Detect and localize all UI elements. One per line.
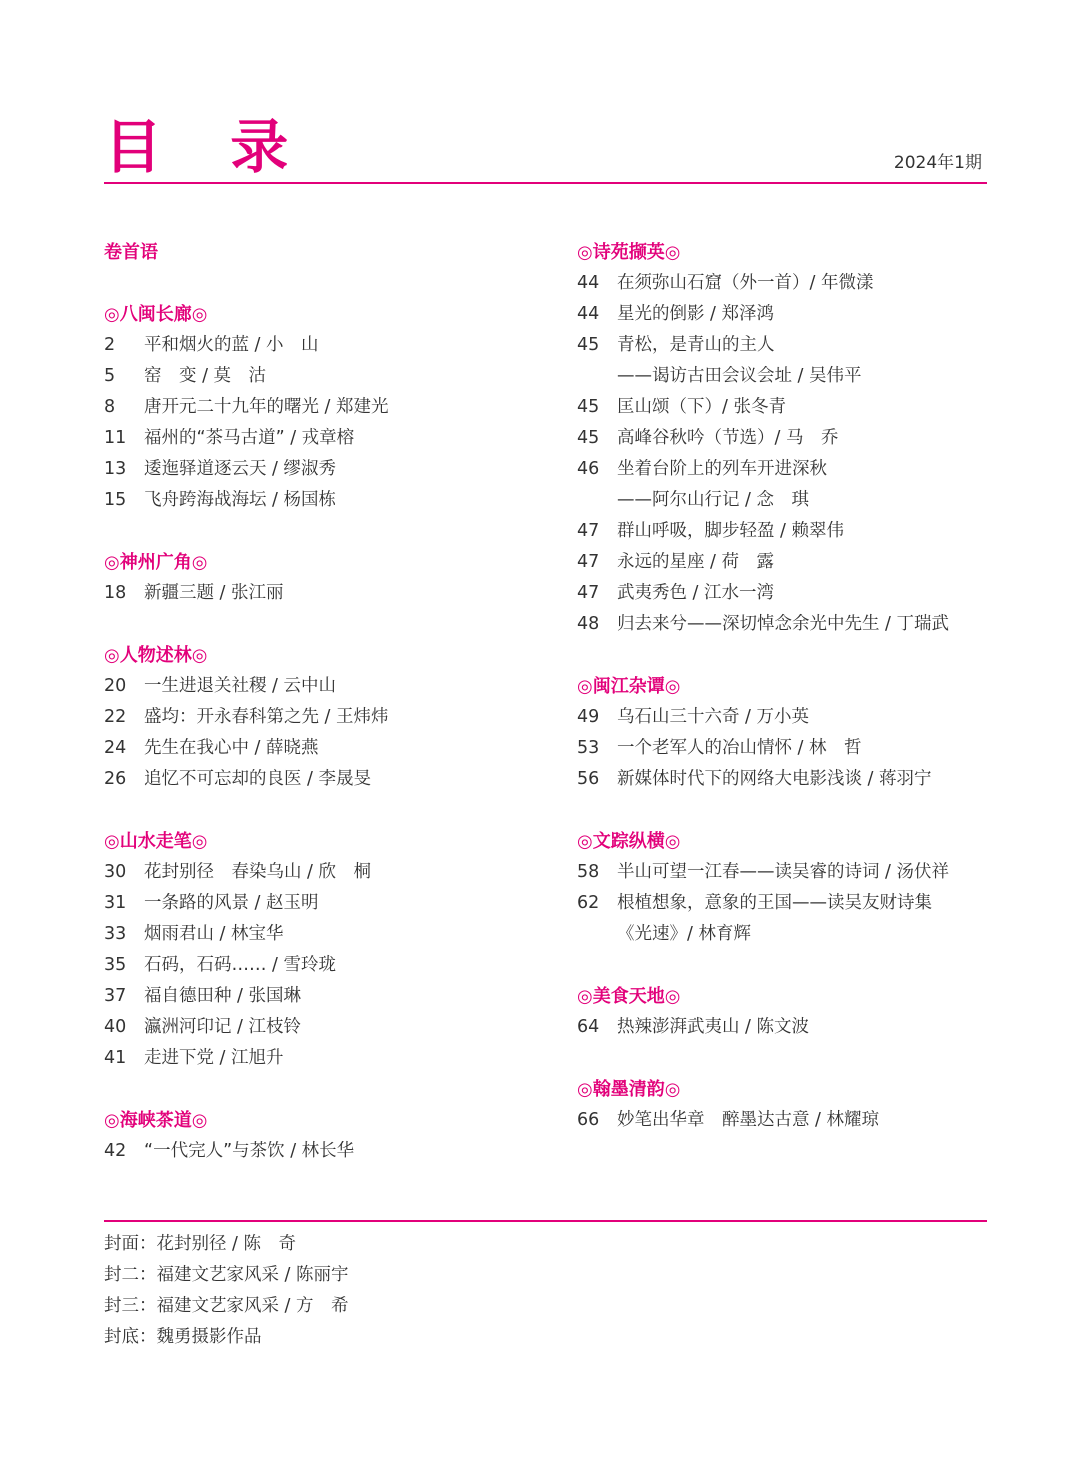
entry-title: 逶迤驿道逐云天 / 缪淑秀 xyxy=(144,459,337,479)
entry-title: 飞舟跨海战海坛 / 杨国栋 xyxy=(144,490,337,510)
page-number: 11 xyxy=(104,428,127,448)
entry-title: 盛均：开永春科第之先 / 王炜炜 xyxy=(144,707,389,727)
toc-entry xyxy=(104,671,544,702)
entry-title: 窑 变 / 莫 沽 xyxy=(144,366,267,386)
page-number: 45 xyxy=(577,335,600,355)
cover-credit-line: 封面：花封别径 / 陈 奇 xyxy=(104,1234,297,1254)
page-number: 49 xyxy=(577,707,600,727)
toc-left-column xyxy=(104,237,544,1167)
section-entries xyxy=(577,702,989,795)
toc-entry xyxy=(577,361,989,392)
entry-title: 福自德田种 / 张国琳 xyxy=(144,986,302,1006)
page-number: 46 xyxy=(577,459,600,479)
toc-entry xyxy=(104,857,544,888)
entry-title: 群山呼吸，脚步轻盈 / 赖翠伟 xyxy=(617,521,845,541)
page-number: 5 xyxy=(104,366,116,386)
entry-title: ——阿尔山行记 / 念 琪 xyxy=(617,490,810,510)
page-number: 45 xyxy=(577,397,600,417)
section-entries xyxy=(104,1136,544,1167)
page-number: 13 xyxy=(104,459,127,479)
cover-credit-line: 封底：魏勇摄影作品 xyxy=(104,1327,262,1347)
entry-title: 在须弥山石窟（外一首）/ 年微漾 xyxy=(617,273,874,293)
section-heading: ◎诗苑撷英◎ xyxy=(577,242,681,263)
header-rule xyxy=(104,182,987,184)
cover-credit-line: 封二：福建文艺家风采 / 陈丽宇 xyxy=(104,1265,349,1285)
page-number: 8 xyxy=(104,397,116,417)
page-number: 44 xyxy=(577,304,600,324)
page-number: 15 xyxy=(104,490,127,510)
entry-title: 匡山颂（下）/ 张冬青 xyxy=(617,397,786,417)
page-number: 47 xyxy=(577,583,600,603)
toc-entry xyxy=(104,1043,544,1074)
cover-credits xyxy=(104,1229,349,1353)
toc-entry xyxy=(577,516,989,547)
toc-entry xyxy=(577,330,989,361)
section-entries xyxy=(104,671,544,795)
page-number: 48 xyxy=(577,614,600,634)
toc-entry xyxy=(577,609,989,640)
entry-title: 烟雨君山 / 林宝华 xyxy=(144,924,284,944)
entry-title: 高峰谷秋吟（节选）/ 马 乔 xyxy=(617,428,839,448)
entry-title: 乌石山三十六奇 / 万小英 xyxy=(617,707,810,727)
entry-title: 青松，是青山的主人 xyxy=(617,335,775,355)
entry-title: 瀛洲河印记 / 江枝铃 xyxy=(144,1017,302,1037)
toc-entry xyxy=(577,547,989,578)
entry-title: 热辣澎湃武夷山 / 陈文波 xyxy=(617,1017,810,1037)
page-number: 47 xyxy=(577,552,600,572)
entry-title: 花封别径 春染乌山 / 欣 桐 xyxy=(144,862,372,882)
page-number: 2 xyxy=(104,335,116,355)
section-entries xyxy=(577,1105,989,1136)
section-heading: ◎神州广角◎ xyxy=(104,552,208,573)
entry-title: “一代完人”与茶饮 / 林长华 xyxy=(144,1141,355,1161)
entry-title: ——谒访古田会议会址 / 吴伟平 xyxy=(617,366,862,386)
section-entries xyxy=(577,1012,989,1043)
toc-entry xyxy=(104,392,544,423)
entry-title: 新媒体时代下的网络大电影浅谈 / 蒋羽宁 xyxy=(617,769,932,789)
page-number: 31 xyxy=(104,893,127,913)
toc-entry xyxy=(104,888,544,919)
toc-entry xyxy=(577,423,989,454)
toc-entry xyxy=(577,299,989,330)
section-entries xyxy=(104,330,544,516)
toc-entry xyxy=(577,764,989,795)
toc-entry xyxy=(577,1105,989,1136)
section-entries xyxy=(577,268,989,640)
page-number: 42 xyxy=(104,1141,127,1161)
cover-credit-line: 封三：福建文艺家风采 / 方 希 xyxy=(104,1296,349,1316)
page-number: 37 xyxy=(104,986,127,1006)
page-number: 66 xyxy=(577,1110,600,1130)
entry-title: 先生在我心中 / 薛晓燕 xyxy=(144,738,319,758)
toc-entry xyxy=(104,423,544,454)
section-entries xyxy=(104,578,544,609)
toc-entry xyxy=(104,485,544,516)
page-number: 47 xyxy=(577,521,600,541)
toc-entry xyxy=(104,764,544,795)
entry-title: 石码，石码…… / 雪玲珑 xyxy=(144,955,337,975)
toc-entry xyxy=(577,702,989,733)
toc-entry xyxy=(577,733,989,764)
entry-title: 一生进退关社稷 / 云中山 xyxy=(144,676,337,696)
toc-entry xyxy=(104,361,544,392)
toc-entry xyxy=(577,919,989,950)
page-number: 22 xyxy=(104,707,127,727)
toc-entry xyxy=(577,268,989,299)
page-number: 62 xyxy=(577,893,600,913)
section-heading: ◎山水走笔◎ xyxy=(104,831,208,852)
entry-title: 归去来兮——深切悼念余光中先生 / 丁瑞武 xyxy=(617,614,950,634)
toc-entry xyxy=(104,733,544,764)
section-entries xyxy=(577,857,989,950)
toc-entry xyxy=(577,392,989,423)
page-number: 40 xyxy=(104,1017,127,1037)
toc-entry xyxy=(104,330,544,361)
toc-entry xyxy=(577,1012,989,1043)
entry-title: 妙笔出华章 醉墨达古意 / 林耀琼 xyxy=(617,1110,880,1130)
entry-title: 一个老军人的冶山情怀 / 林 哲 xyxy=(617,738,862,758)
toc-entry xyxy=(577,454,989,485)
issue-label: 2024年1期 xyxy=(893,153,982,173)
entry-title: 星光的倒影 / 郑泽鸿 xyxy=(617,304,775,324)
entry-title: 平和烟火的蓝 / 小 山 xyxy=(144,335,319,355)
section-heading: 卷首语 xyxy=(104,242,158,263)
page-number: 44 xyxy=(577,273,600,293)
toc-entry xyxy=(577,485,989,516)
footer-rule xyxy=(104,1220,987,1222)
entry-title: 武夷秀色 / 江水一湾 xyxy=(617,583,775,603)
section-heading: ◎八闽长廊◎ xyxy=(104,304,208,325)
page-title: 目 录 xyxy=(104,113,313,181)
page-number: 56 xyxy=(577,769,600,789)
section-heading: ◎海峡茶道◎ xyxy=(104,1110,208,1131)
toc-right-column xyxy=(577,237,989,1136)
page-number: 35 xyxy=(104,955,127,975)
entry-title: 福州的“茶马古道” / 戎章榕 xyxy=(144,428,355,448)
page-number: 53 xyxy=(577,738,600,758)
toc-entry xyxy=(577,888,989,919)
page-number: 30 xyxy=(104,862,127,882)
toc-entry xyxy=(104,1136,544,1167)
section-heading: ◎翰墨清韵◎ xyxy=(577,1079,681,1100)
entry-title: 《光速》/ 林育辉 xyxy=(617,924,751,944)
entry-title: 一条路的风景 / 赵玉明 xyxy=(144,893,319,913)
toc-entry xyxy=(104,578,544,609)
page-number: 24 xyxy=(104,738,127,758)
section-entries xyxy=(104,857,544,1074)
toc-entry xyxy=(577,857,989,888)
toc-entry xyxy=(104,1012,544,1043)
toc-entry xyxy=(104,981,544,1012)
toc-entry xyxy=(104,950,544,981)
entry-title: 走进下党 / 江旭升 xyxy=(144,1048,284,1068)
page-number: 45 xyxy=(577,428,600,448)
toc-entry xyxy=(577,578,989,609)
page-number: 41 xyxy=(104,1048,127,1068)
entry-title: 坐着台阶上的列车开进深秋 xyxy=(617,459,827,479)
page-number: 33 xyxy=(104,924,127,944)
page-number: 26 xyxy=(104,769,127,789)
toc-entry xyxy=(104,919,544,950)
entry-title: 追忆不可忘却的良医 / 李晟旻 xyxy=(144,769,372,789)
page-number: 18 xyxy=(104,583,127,603)
section-heading: ◎闽江杂谭◎ xyxy=(577,676,681,697)
section-heading: ◎文踪纵横◎ xyxy=(577,831,681,852)
entry-title: 唐开元二十九年的曙光 / 郑建光 xyxy=(144,397,389,417)
entry-title: 根植想象，意象的王国——读吴友财诗集 xyxy=(617,893,932,913)
page-number: 64 xyxy=(577,1017,600,1037)
entry-title: 半山可望一江春——读吴睿的诗词 / 汤伏祥 xyxy=(617,862,950,882)
toc-entry xyxy=(104,454,544,485)
toc-entry xyxy=(104,702,544,733)
page-number: 58 xyxy=(577,862,600,882)
entry-title: 新疆三题 / 张江丽 xyxy=(144,583,284,603)
section-heading: ◎人物述林◎ xyxy=(104,645,208,666)
page-number: 20 xyxy=(104,676,127,696)
entry-title: 永远的星座 / 荷 露 xyxy=(617,552,775,572)
section-heading: ◎美食天地◎ xyxy=(577,986,681,1007)
